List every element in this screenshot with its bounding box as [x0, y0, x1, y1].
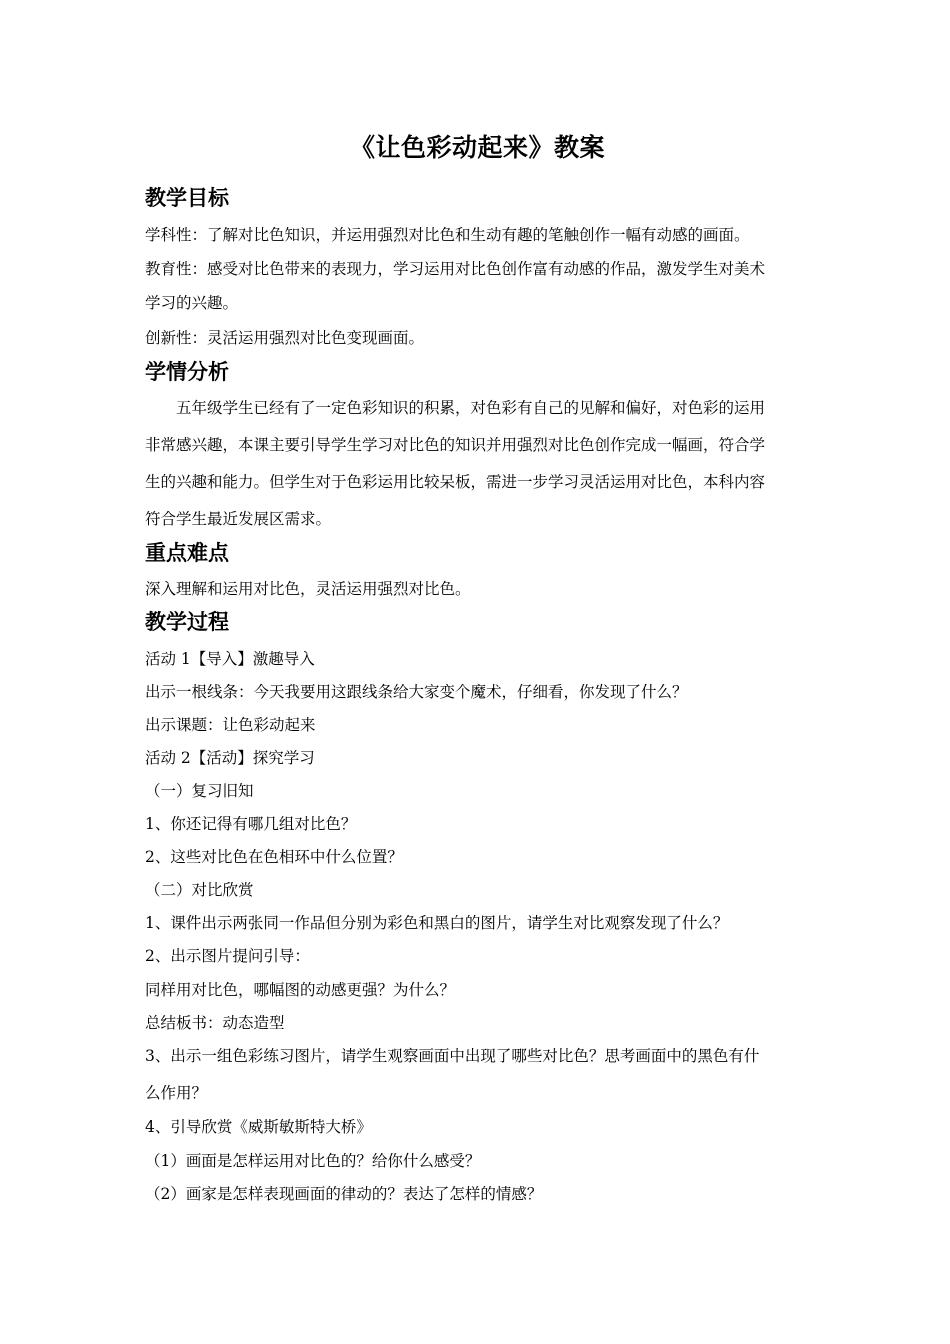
process-line: 4、引导欣赏《威斯敏斯特大桥》: [145, 1118, 372, 1136]
heading-key-points: 重点难点: [145, 541, 229, 565]
process-line: 出示课题：让色彩动起来: [145, 716, 316, 734]
objectives-line: 教育性：感受对比色带来的表现力，学习运用对比色创作富有动感的作品，激发学生对美术: [145, 260, 766, 278]
analysis-line: 非常感兴趣，本课主要引导学生学习对比色的知识并用强烈对比色创作完成一幅画，符合学: [145, 436, 766, 454]
analysis-line: 五年级学生已经有了一定色彩知识的积累，对色彩有自己的见解和偏好，对色彩的运用: [176, 399, 766, 417]
process-line: 1、你还记得有哪几组对比色？: [145, 815, 357, 833]
heading-objectives: 教学目标: [145, 186, 229, 210]
document-title: 《让色彩动起来》教案: [349, 133, 605, 162]
process-line: （2）画家是怎样表现画面的律动的？表达了怎样的情感？: [145, 1185, 543, 1203]
objectives-line: 学习的兴趣。: [145, 294, 239, 312]
process-line: 出示一根线条：今天我要用这跟线条给大家变个魔术，仔细看，你发现了什么？: [145, 683, 688, 701]
key-points-line: 深入理解和运用对比色，灵活运用强烈对比色。: [145, 580, 471, 598]
objectives-line: 学科性：了解对比色知识，并运用强烈对比色和生动有趣的笔触创作一幅有动感的画面。: [145, 226, 750, 244]
process-line: 活动 2【活动】探究学习: [145, 749, 315, 767]
process-line: （一）复习旧知: [145, 782, 254, 800]
analysis-line: 生的兴趣和能力。但学生对于色彩运用比较呆板，需进一步学习灵活运用对比色，本科内容: [145, 473, 766, 491]
process-line: 么作用？: [145, 1084, 208, 1102]
process-line: （1）画面是怎样运用对比色的？给你什么感受？: [145, 1152, 481, 1170]
objectives-line: 创新性：灵活运用强烈对比色变现画面。: [145, 329, 425, 347]
heading-process: 教学过程: [145, 610, 229, 634]
process-line: 总结板书：动态造型: [145, 1014, 285, 1032]
process-line: 2、出示图片提问引导：: [145, 947, 310, 965]
process-line: 2、这些对比色在色相环中什么位置？: [145, 848, 403, 866]
process-line: 活动 1【导入】激趣导入: [145, 650, 315, 668]
process-line: 3、出示一组色彩练习图片，请学生观察画面中出现了哪些对比色？思考画面中的黑色有什: [145, 1047, 760, 1065]
analysis-line: 符合学生最近发展区需求。: [145, 510, 332, 528]
process-line: （二）对比欣赏: [145, 881, 254, 899]
heading-analysis: 学情分析: [145, 360, 229, 384]
process-line: 1、课件出示两张同一作品但分别为彩色和黑白的图片，请学生对比观察发现了什么？: [145, 914, 729, 932]
process-line: 同样用对比色，哪幅图的动感更强？为什么？: [145, 981, 456, 999]
